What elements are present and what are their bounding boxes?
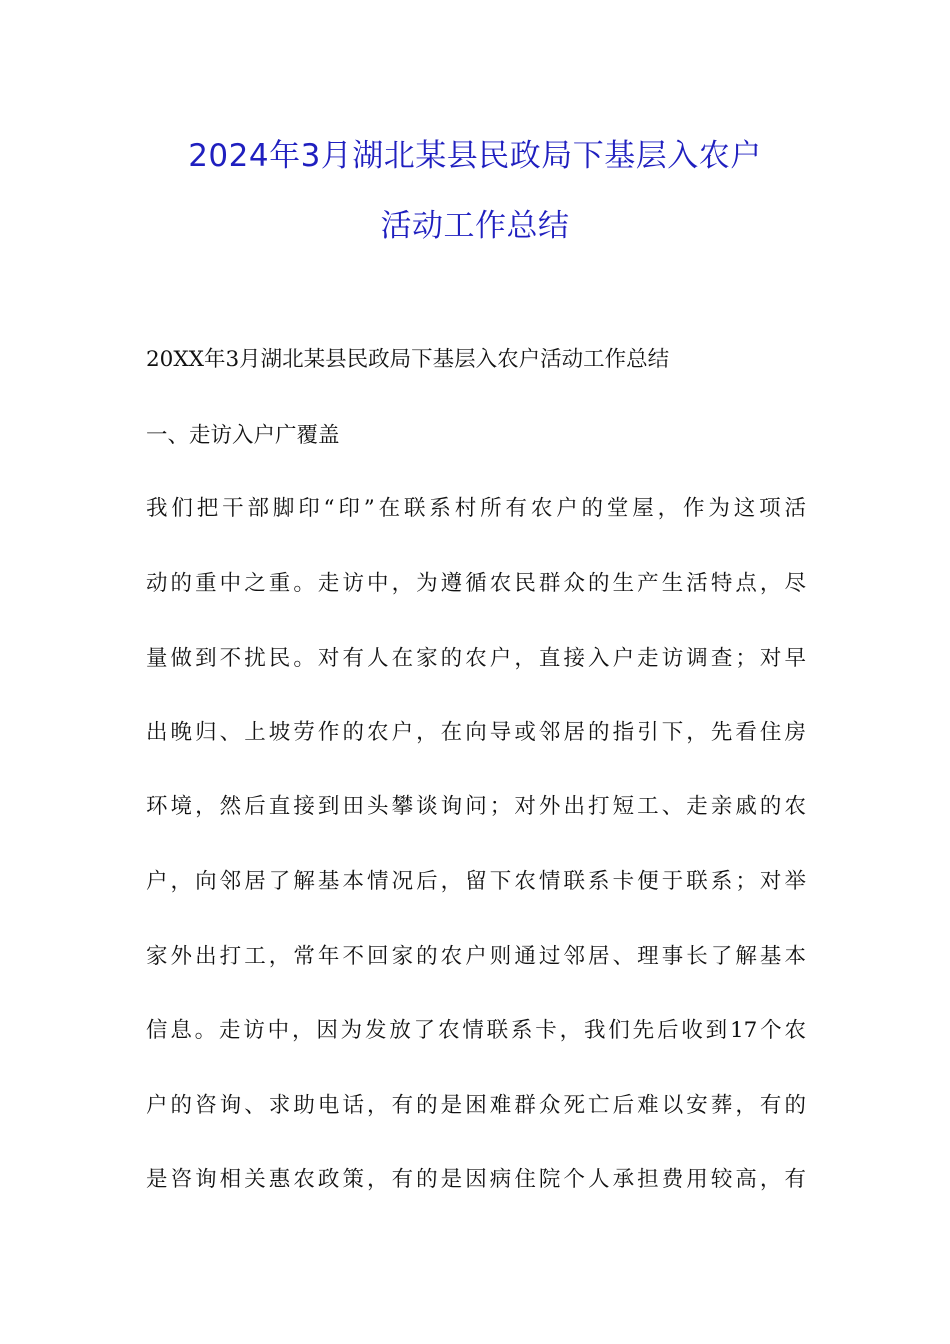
paragraph-line-1: 我们把干部脚印“印”在联系村所有农户的堂屋，作为这项活 <box>146 496 806 521</box>
document-subtitle: 20XX年3月湖北某县民政局下基层入农户活动工作总结 <box>146 347 670 372</box>
paragraph-line-4: 出晚归、上坡劳作的农户，在向导或邻居的指引下，先看住房 <box>146 720 806 745</box>
paragraph-line-2: 动的重中之重。走访中，为遵循农民群众的生产生活特点，尽 <box>146 571 806 596</box>
document-title-line-2: 活动工作总结 <box>380 208 570 244</box>
paragraph-line-7: 家外出打工，常年不回家的农户则通过邻居、理事长了解基本 <box>146 944 806 969</box>
section-heading: 一、走访入户广覆盖 <box>146 423 340 448</box>
document-title-line-1: 2024年3月湖北某县民政局下基层入农户 <box>188 138 762 174</box>
paragraph-line-3: 量做到不扰民。对有人在家的农户，直接入户走访调查；对早 <box>146 646 806 671</box>
paragraph-line-6: 户，向邻居了解基本情况后，留下农情联系卡便于联系；对举 <box>146 869 806 894</box>
paragraph-line-10: 是咨询相关惠农政策，有的是因病住院个人承担费用较高，有 <box>146 1167 806 1192</box>
paragraph-line-8: 信息。走访中，因为发放了农情联系卡，我们先后收到17个农 <box>146 1018 806 1043</box>
paragraph-line-5: 环境，然后直接到田头攀谈询问；对外出打短工、走亲戚的农 <box>146 794 806 819</box>
paragraph-line-9: 户的咨询、求助电话，有的是困难群众死亡后难以安葬，有的 <box>146 1093 806 1118</box>
